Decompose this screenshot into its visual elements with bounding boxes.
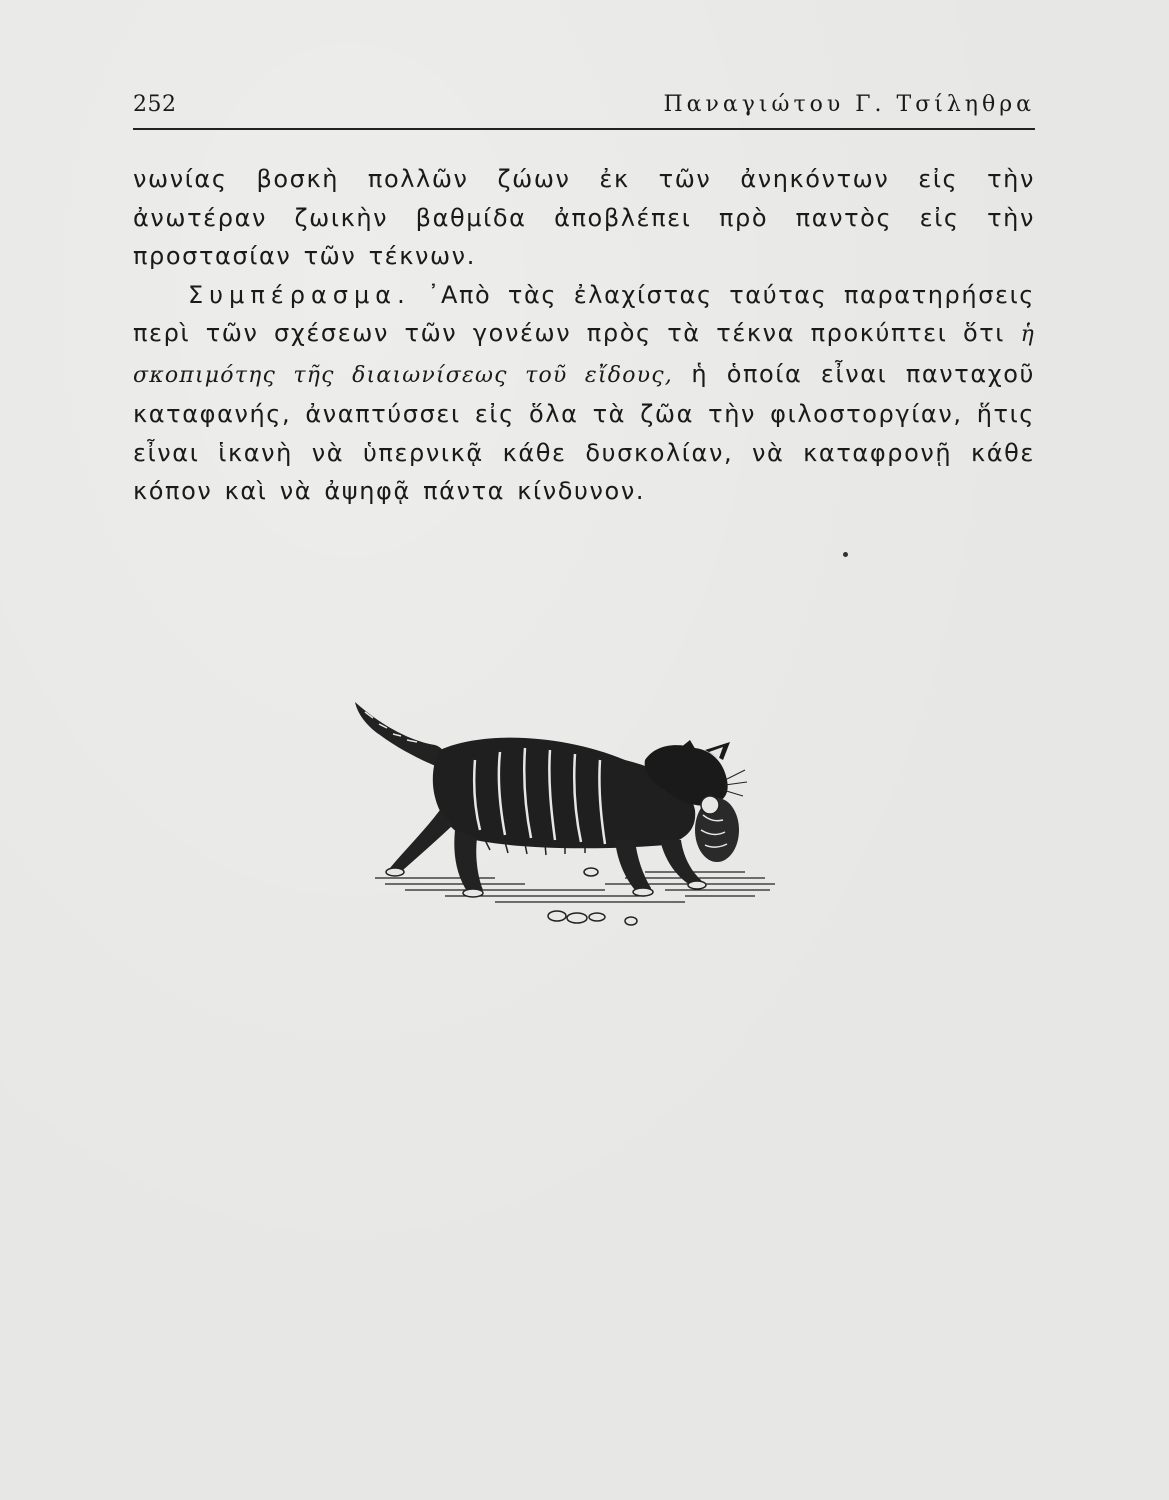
paragraph: νωνίας βοσκὴ πολλῶν ζώων ἐκ τῶν ἀνηκόντων εἰς τὴν ἀνωτέραν ζωικὴν βαθμίδα ἀποβλέπει πρὸ παντὸς εἰς τὴν προστασίαν τῶν τέκνων. [133,165,1035,270]
page-number: 252 [133,92,177,117]
italic-phrase: ἡ σκοπιμότης τῆς διαιωνίσεως τοῦ εἴδους, [133,322,1035,388]
paragraph-text: ᾿Απὸ τὰς ἐλαχίστας ταύτας παρατηρήσεις περὶ τῶν σχέσεων τῶν γονέων πρὸς τὰ τέκνα προκύπτει ὅτι [133,280,1035,347]
print-speck [843,552,848,557]
page-header [133,88,1035,130]
section-heading: Συμπέρασμα. [188,280,411,309]
paragraph [133,276,1035,511]
paragraph-text: ἡ ὁποία εἶναι πανταχοῦ καταφανής, ἀναπτύσσει εἰς ὅλα τὰ ζῶα τὴν φιλοστοργίαν, ἥτις εἶναι ἱκανὴ νὰ ὑπερνικᾷ κάθε δυσκολίαν, νὰ καταφρονῇ κάθε κόπον καὶ νὰ ἀψηφᾷ πάντα κίνδυνον. [133,359,1035,505]
body-text [133,160,1035,511]
cat-carrying-kitten-icon [345,690,785,930]
running-head: Παναγιώτου Γ. Τσίληθρα [663,92,1035,117]
